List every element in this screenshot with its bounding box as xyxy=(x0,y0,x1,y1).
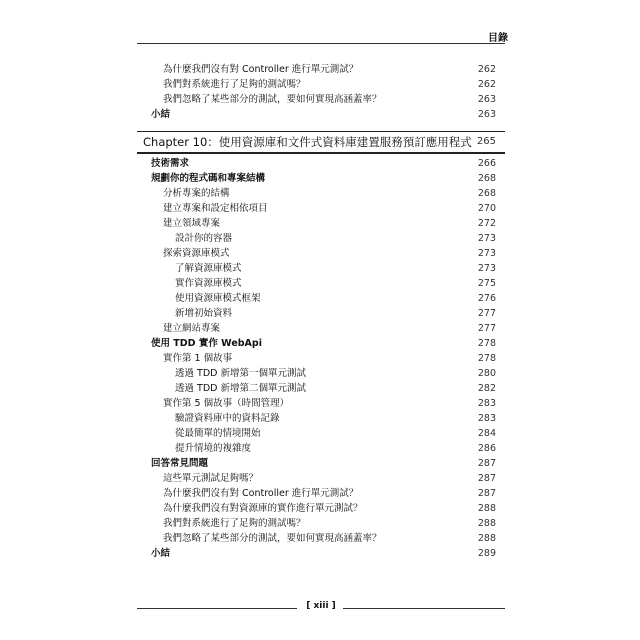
toc-entry-title: 回答常見問題 xyxy=(151,458,209,469)
header-rule xyxy=(137,43,505,44)
toc-entry-title: 建立領域專案 xyxy=(163,218,221,229)
toc-entry-title: 實作資源庫模式 xyxy=(175,278,242,289)
toc-entry-title: 探索資源庫模式 xyxy=(163,248,230,259)
toc-entry-page: 287 xyxy=(477,488,496,499)
toc-entry-title: 建立專案和設定相依項目 xyxy=(163,203,268,214)
header-title: 目錄 xyxy=(488,33,508,44)
toc-entry-title: 小結 xyxy=(151,548,171,559)
toc-entry-page: 282 xyxy=(477,383,496,394)
toc-entry-title: 技術需求 xyxy=(151,158,190,169)
toc-entry-title: 設計你的容器 xyxy=(175,233,233,244)
toc-entry-page: 273 xyxy=(477,248,496,259)
toc-entry-page: 262 xyxy=(477,79,496,90)
toc-entry-page: 273 xyxy=(477,263,496,274)
toc-entry-title: 為什麼我們沒有對資源庫的實作進行單元測試？ xyxy=(163,503,363,514)
toc-entry-page: 277 xyxy=(477,323,496,334)
toc-entry-page: 277 xyxy=(477,308,496,319)
toc-entry-page: 278 xyxy=(477,353,496,364)
toc-entry-title: 我們忽略了某些部分的測試，要如何實現高涵蓋率？ xyxy=(163,94,382,105)
footer-rule-right xyxy=(343,608,505,609)
toc-entry-page: 275 xyxy=(477,278,496,289)
toc-entry-page: 283 xyxy=(477,413,496,424)
toc-entry-page: 287 xyxy=(477,473,496,484)
toc-entry-title: 使用 TDD 實作 WebApi xyxy=(151,338,262,349)
chapter-page: 265 xyxy=(476,136,496,147)
toc-entry-title: 我們忽略了某些部分的測試，要如何實現高涵蓋率？ xyxy=(163,533,382,544)
toc-entry-title: 提升情境的複雜度 xyxy=(175,443,252,454)
toc-entry-title: 為什麼我們沒有對 Controller 進行單元測試？ xyxy=(163,488,359,499)
toc-entry-title: 我們對系統進行了足夠的測試嗎？ xyxy=(163,518,306,529)
toc-entry-page: 262 xyxy=(477,64,496,75)
toc-entry-title: 建立網站專案 xyxy=(163,323,221,334)
toc-entry-title: 小結 xyxy=(151,109,171,120)
toc-entry-title: 實作第 5 個故事（時間管理） xyxy=(163,398,290,409)
toc-entry-title: 從最簡單的情境開始 xyxy=(175,428,261,439)
toc-entry-page: 288 xyxy=(477,518,496,529)
toc-entry-page: 268 xyxy=(477,173,496,184)
chapter-heading[interactable] xyxy=(137,133,505,151)
footer-rule-left xyxy=(137,608,297,609)
toc-entry-page: 286 xyxy=(477,443,496,454)
toc-entry-title: 新增初始資料 xyxy=(175,308,233,319)
toc-entry-title: 透過 TDD 新增第二個單元測試 xyxy=(175,383,306,394)
toc-entry-page: 273 xyxy=(477,233,496,244)
toc-entry-page: 278 xyxy=(477,338,496,349)
toc-entry-page: 263 xyxy=(477,94,496,105)
toc-entry-title: 使用資源庫模式框架 xyxy=(175,293,261,304)
chapter-title: Chapter 10：使用資源庫和文件式資料庫建置服務預訂應用程式 xyxy=(143,135,472,149)
toc-entry-page: 276 xyxy=(477,293,496,304)
toc-entry-page: 268 xyxy=(477,188,496,199)
toc-entry-page: 288 xyxy=(477,503,496,514)
toc-entry-title: 規劃你的程式碼和專案結構 xyxy=(151,173,266,184)
toc-entry-page: 280 xyxy=(477,368,496,379)
toc-entry-page: 283 xyxy=(477,398,496,409)
toc-entry-title: 透過 TDD 新增第一個單元測試 xyxy=(175,368,306,379)
toc-entry-title: 這些單元測試足夠嗎？ xyxy=(163,473,259,484)
chapter-rule-top xyxy=(137,131,505,132)
toc-entry-page: 272 xyxy=(477,218,496,229)
toc-entry-page: 288 xyxy=(477,533,496,544)
toc-entry-page: 289 xyxy=(477,548,496,559)
toc-entry-title: 實作第 1 個故事 xyxy=(163,353,233,364)
toc-entry-page: 263 xyxy=(477,109,496,120)
toc-entry-title: 分析專案的結構 xyxy=(163,188,230,199)
chapter-rule-bottom xyxy=(137,152,505,154)
toc-entry-title: 驗證資料庫中的資料記錄 xyxy=(175,413,280,424)
toc-entry-page: 287 xyxy=(477,458,496,469)
toc-entry-title: 了解資源庫模式 xyxy=(175,263,242,274)
toc-entry-page: 270 xyxy=(477,203,496,214)
toc-entry-title: 為什麼我們沒有對 Controller 進行單元測試？ xyxy=(163,64,359,75)
toc-entry-title: 我們對系統進行了足夠的測試嗎？ xyxy=(163,79,306,90)
toc-entry-page: 266 xyxy=(477,158,496,169)
toc-entry-page: 284 xyxy=(477,428,496,439)
footer-page-number: [ xiii ] xyxy=(306,601,336,611)
